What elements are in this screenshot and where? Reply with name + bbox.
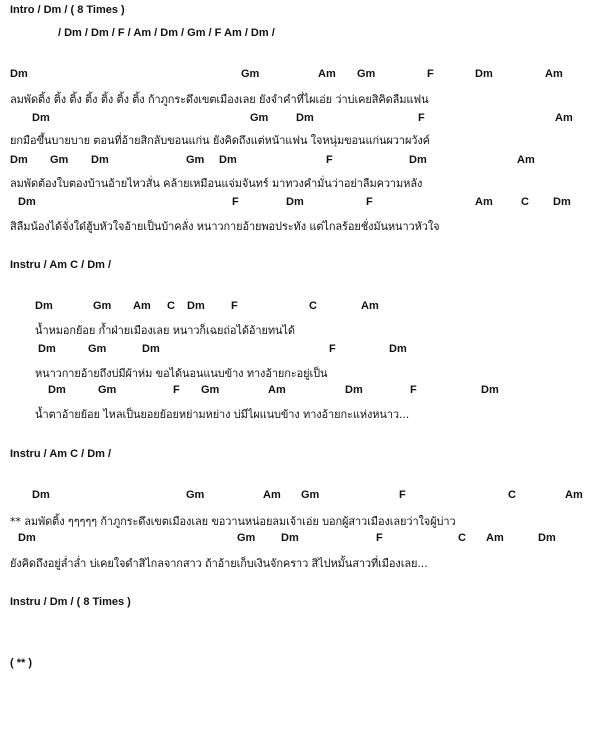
chord: F: [232, 196, 239, 208]
chord: F: [329, 343, 336, 355]
chord: Dm: [10, 154, 28, 166]
chord: Am: [545, 68, 563, 80]
chord: C: [508, 489, 516, 501]
chord: Dm: [35, 300, 53, 312]
chord: Dm: [296, 112, 314, 124]
chord: Am: [318, 68, 336, 80]
lyric-line: ** ลมพัดติ้ง ๆๆๆๆๆ ก้าภูกระดึงเขตเมืองเลย ขอวานหน่อยลมเจ้าเอ่ย บอกผู้สาวเมืองเลยว่าใจผู้บ่าว: [10, 515, 456, 528]
chord-line: [0, 112, 600, 128]
chord: Am: [268, 384, 286, 396]
lyric-line: หนาวกายอ้ายถึงบ่มีผ้าห่ม ขอได้นอนแนบข้าง ทางอ้ายกะอยู่เป็น: [35, 367, 328, 380]
chord: Gm: [98, 384, 117, 396]
chord: Dm: [553, 196, 571, 208]
chord: Dm: [286, 196, 304, 208]
chord: Dm: [219, 154, 237, 166]
chord: Dm: [142, 343, 160, 355]
lyric-line: ยกมือขึ้นบายบาย ตอนที่อ้ายสิกลับขอนแก่น ยังคิดถึงแต่หน้าแฟน ใจหนุ่มขอนแก่นผวาผวังค์: [10, 134, 430, 147]
lyric-line: น้ำหมอกย้อย ก้ำฝ่ายเมืองเลย หนาวก็เฉยถ่อได้อ้ายทนได้: [35, 324, 295, 337]
intro-progression: / Dm / Dm / F / Am / Dm / Gm / F Am / Dm /: [58, 27, 275, 39]
chord: Gm: [250, 112, 269, 124]
chord: F: [376, 532, 383, 544]
lyric-line: สิลืมน้องได้จั่งใด๋ฮู้บหัวใจอ้ายเป็นบ้าคลั่ง หนาวกายอ้ายพอประทัง แต่ไกลร้อยชั่งมันหนาวหัวใจ: [10, 220, 440, 233]
chord: Am: [555, 112, 573, 124]
chord: Gm: [357, 68, 376, 80]
chord: Dm: [481, 384, 499, 396]
chord: Am: [361, 300, 379, 312]
chord: F: [427, 68, 434, 80]
instru-label: Instru / Dm / ( 8 Times ): [10, 596, 131, 608]
chord: Dm: [38, 343, 56, 355]
chord: C: [309, 300, 317, 312]
instru-label: Instru / Am C / Dm /: [10, 259, 112, 271]
intro-label: Intro / Dm / ( 8 Times ): [10, 4, 125, 16]
lyric-line: ลมพัดติ้ง ติ้ง ติ้ง ติ้ง ติ้ง ติ้ง ติ้ง ก้าภูกระดึงเขตเมืองเลย ยังจำคำที่ไผเอ่ย ว่าบ่เคยสิคิดลืมแฟน: [10, 93, 429, 106]
lyric-line: น้ำตาอ้ายย้อย ไหลเป็นยอยย้อยหย่ามหย่าง บ่มีไผแนบข้าง ทางอ้ายกะแห่งหนาว...: [35, 408, 410, 421]
lyric-line: ลมพัดต้องใบตองบ้านอ้ายไหวสั่น คล้ายเหมือนแจ่มจันทร์ มาทวงคำมั่นว่าอย่าลืมความหลัง: [10, 177, 423, 190]
chord: Dm: [281, 532, 299, 544]
chord-line: [0, 68, 600, 84]
repeat-marker: ( ** ): [10, 657, 32, 669]
chord: C: [167, 300, 175, 312]
chord: Gm: [241, 68, 260, 80]
chord: Dm: [32, 489, 50, 501]
chord: Dm: [48, 384, 66, 396]
chord: F: [173, 384, 180, 396]
lyric-line: ยังคิดถึงอยู่ล่ำล่ำ บ่เคยใจดำสิไกลจากสาว ถ้าอ้ายเก็บเงินจักคราว สิไปหมั้นสาวที่เมืองเลย...: [10, 557, 428, 570]
chord: Dm: [475, 68, 493, 80]
chord: Gm: [301, 489, 320, 501]
chord: F: [399, 489, 406, 501]
chord: Dm: [18, 532, 36, 544]
chord-line: [0, 532, 600, 548]
chord-line: [0, 154, 600, 170]
chord-line: [0, 489, 600, 505]
chord: Gm: [186, 489, 205, 501]
chord: Dm: [409, 154, 427, 166]
chord: Dm: [91, 154, 109, 166]
chord: Dm: [187, 300, 205, 312]
chord: Am: [263, 489, 281, 501]
chord: Am: [565, 489, 583, 501]
chord: Am: [517, 154, 535, 166]
chord: C: [458, 532, 466, 544]
instru-label: Instru / Am C / Dm /: [10, 448, 112, 460]
chord: Gm: [93, 300, 112, 312]
chord-line: [0, 343, 600, 359]
chord: Gm: [201, 384, 220, 396]
chord: Am: [133, 300, 151, 312]
chord-line: [0, 196, 600, 212]
chord: F: [231, 300, 238, 312]
chord-line: [0, 300, 600, 316]
chord: Gm: [237, 532, 256, 544]
chord: Dm: [345, 384, 363, 396]
chord: C: [521, 196, 529, 208]
chord: Gm: [88, 343, 107, 355]
chord: Dm: [18, 196, 36, 208]
chord: Dm: [32, 112, 50, 124]
chord: F: [418, 112, 425, 124]
chord: Gm: [186, 154, 205, 166]
chord: Am: [486, 532, 504, 544]
chord: Dm: [538, 532, 556, 544]
chord: F: [410, 384, 417, 396]
chord: Am: [475, 196, 493, 208]
chord-line: [0, 384, 600, 400]
chord: Dm: [10, 68, 28, 80]
chord: F: [326, 154, 333, 166]
chord: Gm: [50, 154, 69, 166]
chord: Dm: [389, 343, 407, 355]
chord: F: [366, 196, 373, 208]
